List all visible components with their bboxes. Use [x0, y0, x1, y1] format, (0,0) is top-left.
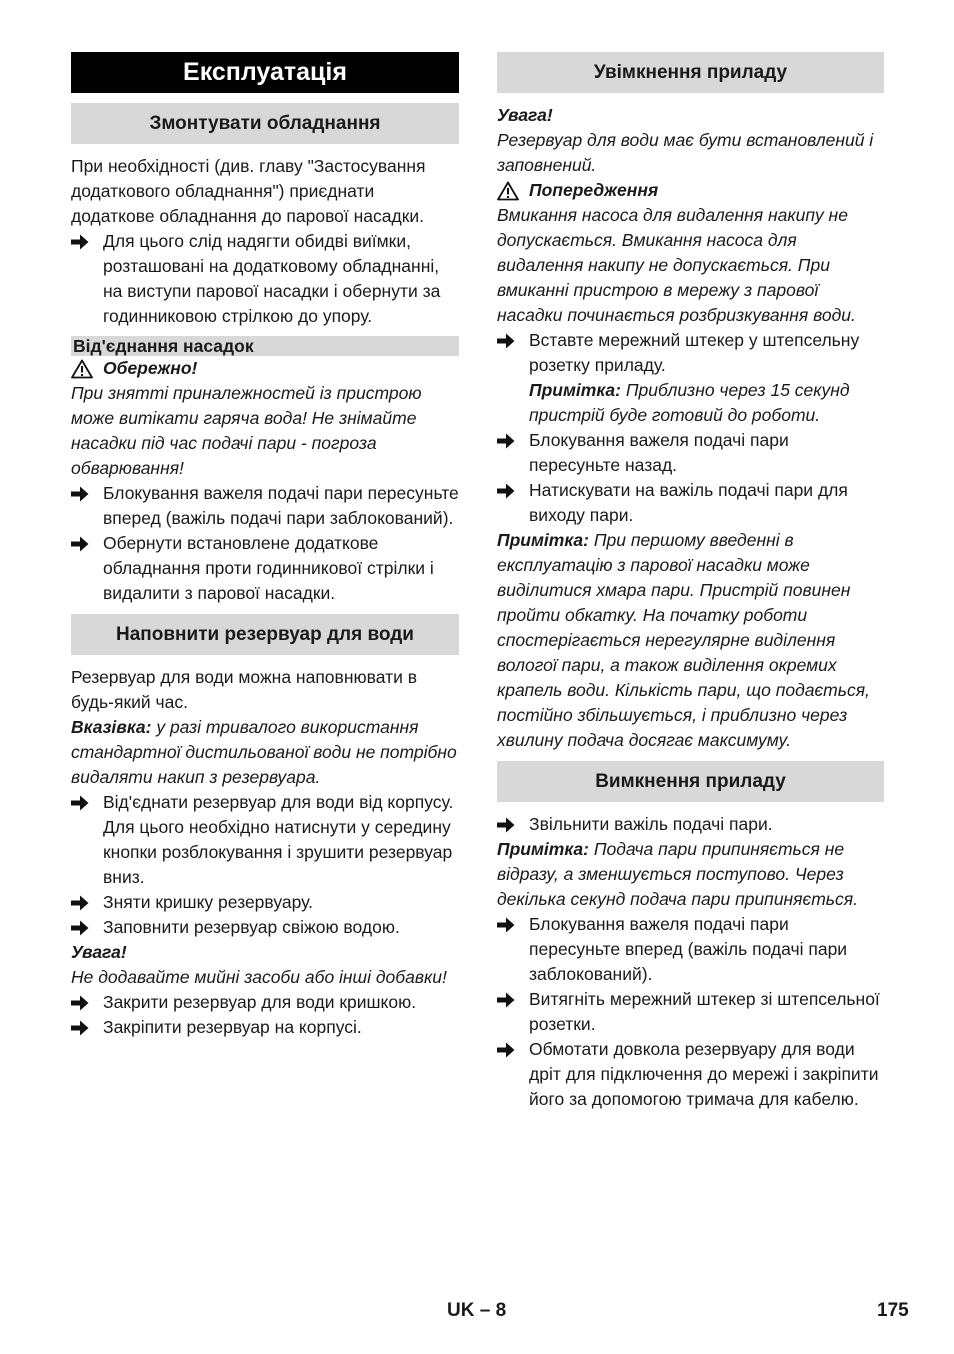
- arrow-right-icon: [71, 1015, 93, 1040]
- instruction-step: Блокування важеля подачі пари пересуньте вперед (важіль подачі пари заблокований).: [71, 481, 459, 531]
- instruction-step: Закрити резервуар для води кришкою.: [71, 990, 459, 1015]
- right-column: [497, 52, 884, 1112]
- arrow-right-icon: [71, 229, 93, 254]
- instruction-step: Заповнити резервуар свіжою водою.: [71, 915, 459, 940]
- warning-text: Вмикання насоса для видалення накипу не допускається. Вмикання насоса для видалення накипу не допускається. При вмиканні пристрою в мережу з парової насадки починається розбризкування води.: [497, 205, 856, 325]
- instruction-step: Закріпити резервуар на корпусі.: [71, 1015, 459, 1040]
- instruction-step: Звільнити важіль подачі пари.: [497, 812, 884, 837]
- subsection-title-detach-nozzles: Від'єднання насадок: [71, 336, 459, 356]
- instruction-step: Витягніть мережний штекер зі штепсельної розетки.: [497, 987, 884, 1037]
- step-note: Примітка: Приблизно через 15 секунд пристрій буде готовий до роботи.: [529, 380, 850, 425]
- paragraph: При необхідності (див. главу "Застосування додаткового обладнання") приєднати додаткове обладнання до парової насадки.: [71, 156, 426, 226]
- instruction-step: Зняти кришку резервуару.: [71, 890, 459, 915]
- arrow-right-icon: [497, 1037, 519, 1062]
- instruction-step: Обмотати довкола резервуару для води дріт для підключення до мережі і закріпити його за допомогою тримача для кабелю.: [497, 1037, 884, 1112]
- caution-text: При знятті приналежностей із пристрою може витікати гаряча вода! Не знімайте насадки під час подачі пари - погроза обварювання!: [71, 383, 422, 478]
- hint-paragraph: Вказівка: у разі тривалого використання стандартної дистильованої води не потрібно видаляти накип з резервуара.: [71, 717, 457, 787]
- attention-text: Не додавайте мийні засоби або інші добавки!: [71, 967, 447, 987]
- section-title-switch-on: Увімкнення приладу: [497, 52, 884, 93]
- arrow-right-icon: [497, 912, 519, 937]
- section-title-mount-accessories: Змонтувати обладнання: [71, 103, 459, 144]
- caution-heading: Обережно!: [71, 356, 459, 381]
- arrow-right-icon: [71, 790, 93, 815]
- arrow-right-icon: [71, 990, 93, 1015]
- arrow-right-icon: [71, 915, 93, 940]
- arrow-right-icon: [497, 478, 519, 503]
- instruction-step: Від'єднати резервуар для води від корпусу. Для цього необхідно натиснути у середину кнопки розблокування і зрушити резервуар вниз.: [71, 790, 459, 890]
- section-title-fill-tank: Наповнити резервуар для води: [71, 614, 459, 655]
- attention-heading: Увага!: [497, 105, 553, 125]
- arrow-right-icon: [497, 428, 519, 453]
- attention-heading: Увага!: [71, 942, 127, 962]
- warning-triangle-icon: [497, 181, 519, 201]
- arrow-right-icon: [71, 890, 93, 915]
- warning-heading: Попередження: [497, 178, 884, 203]
- paragraph: Резервуар для води можна наповнювати в будь-який час.: [71, 667, 418, 712]
- arrow-right-icon: [497, 328, 519, 353]
- instruction-step: Вставте мережний штекер у штепсельну розетку приладу. Примітка: Приблизно через 15 секунд пристрій буде готовий до роботи.: [497, 328, 884, 428]
- section-title-switch-off: Вимкнення приладу: [497, 761, 884, 802]
- arrow-right-icon: [497, 812, 519, 837]
- arrow-right-icon: [71, 481, 93, 506]
- arrow-right-icon: [497, 987, 519, 1012]
- instruction-step: Обернути встановлене додаткове обладнання проти годинникової стрілки і видалити з парової насадки.: [71, 531, 459, 606]
- instruction-step: Блокування важеля подачі пари пересуньте вперед (важіль подачі пари заблокований).: [497, 912, 884, 987]
- page-number: 175: [877, 1300, 909, 1321]
- left-column: [71, 52, 459, 1040]
- instruction-step: Для цього слід надягти обидві виїмки, розташовані на додатковому обладнанні, на виступи парової насадки і обернути за годинниковою стрілкою до упору.: [71, 229, 459, 329]
- instruction-step: Блокування важеля подачі пари пересуньте назад.: [497, 428, 884, 478]
- arrow-right-icon: [71, 531, 93, 556]
- attention-text: Резервуар для води має бути встановлений і заповнений.: [497, 130, 874, 175]
- warning-triangle-icon: [71, 359, 93, 379]
- footer-section-label: UK – 8: [447, 1300, 507, 1321]
- instruction-step: Натискувати на важіль подачі пари для виходу пари.: [497, 478, 884, 528]
- chapter-title: Експлуатація: [71, 52, 459, 93]
- note-paragraph: Примітка: Подача пари припиняється не відразу, а зменшується поступово. Через декілька секунд подача пари припиняється.: [497, 839, 858, 909]
- note-paragraph: Примітка: При першому введенні в експлуатацію з парової насадки може виділитися хмара пари. Пристрій повинен пройти обкатку. На початку роботи спостерігається нерегулярне виділення вологої пари, а також виділення окремих крапель води. Кількість пари, що подається, постійно збільшується, і приблизно через хвилину подача досягає максимуму.: [497, 530, 870, 750]
